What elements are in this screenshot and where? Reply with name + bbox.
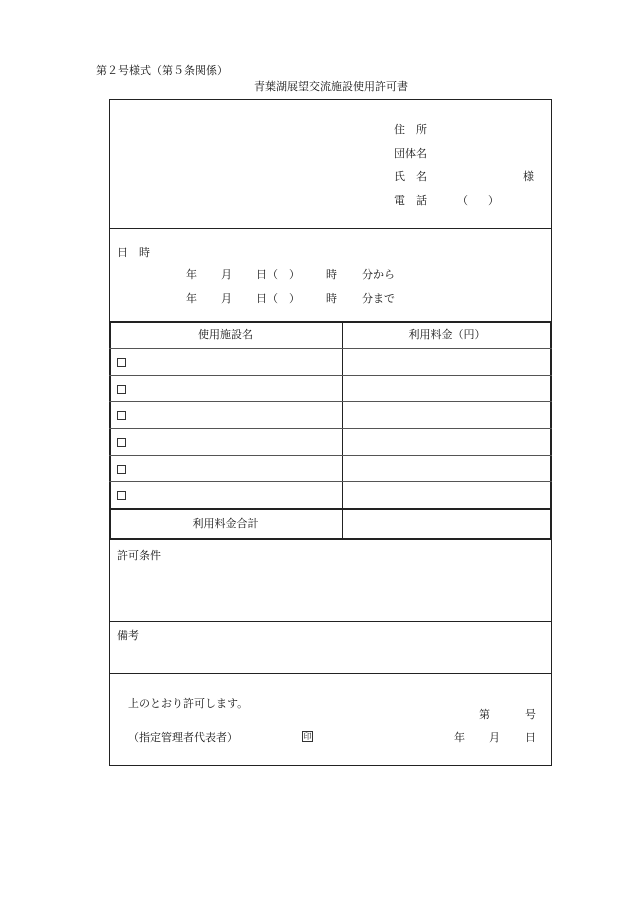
facility-checkbox[interactable] <box>117 411 126 420</box>
end-year-label: 年 <box>186 292 197 305</box>
divider-remarks <box>109 673 552 674</box>
date-day-label: 日 <box>525 731 536 744</box>
divider-applicant <box>109 228 552 229</box>
start-month-label: 月 <box>221 268 232 281</box>
start-year-label: 年 <box>186 268 197 281</box>
facility-checkbox[interactable] <box>117 438 126 447</box>
permit-number-prefix: 第 <box>479 708 490 721</box>
start-minute-label: 分から <box>362 268 395 281</box>
form-number-label: 第２号様式（第５条関係） <box>96 64 228 77</box>
end-hour-label: 時 <box>326 292 337 305</box>
divider-conditions <box>109 621 552 622</box>
datetime-label: 日 時 <box>117 246 150 259</box>
start-day-label: 日（ <box>256 268 278 281</box>
facility-checkbox[interactable] <box>117 385 126 394</box>
facility-checkbox[interactable] <box>117 358 126 367</box>
remarks-label: 備考 <box>117 629 139 642</box>
facility-checkbox[interactable] <box>117 465 126 474</box>
name-label: 氏 名 <box>394 170 427 183</box>
start-hour-label: 時 <box>326 268 337 281</box>
end-month-label: 月 <box>221 292 232 305</box>
facility-checkbox[interactable] <box>117 491 126 500</box>
table-row-divider <box>109 428 552 429</box>
manager-representative-label: （指定管理者代表者） <box>128 731 238 744</box>
table-row-divider <box>109 481 552 482</box>
table-row-divider <box>109 348 552 349</box>
document-title: 青葉湖展望交流施設使用許可書 <box>254 80 408 93</box>
end-day-label: 日（ <box>256 292 278 305</box>
conditions-label: 許可条件 <box>117 549 161 562</box>
start-weekday-close: ） <box>289 268 300 281</box>
phone-paren-close: ） <box>488 194 499 207</box>
honorific-sama: 様 <box>523 170 534 183</box>
address-label: 住 所 <box>394 123 427 136</box>
permit-number-suffix: 号 <box>525 708 536 721</box>
group-name-label: 団体名 <box>394 147 427 160</box>
total-row-divider <box>109 508 552 510</box>
facility-name-header: 使用施設名 <box>198 328 253 341</box>
phone-paren-open: （ <box>457 194 468 207</box>
fee-header: 利用料金（円） <box>408 328 486 341</box>
seal-stamp-mark: 印 <box>303 732 312 741</box>
permission-statement: 上のとおり許可します。 <box>128 697 249 710</box>
phone-label: 電 話 <box>394 194 427 207</box>
table-row-divider <box>109 375 552 376</box>
table-row-divider <box>109 401 552 402</box>
end-minute-label: 分まで <box>362 292 395 305</box>
fee-total-label: 利用料金合計 <box>192 517 259 530</box>
end-weekday-close: ） <box>289 292 300 305</box>
date-year-label: 年 <box>454 731 465 744</box>
date-month-label: 月 <box>489 731 500 744</box>
table-row-divider <box>109 455 552 456</box>
